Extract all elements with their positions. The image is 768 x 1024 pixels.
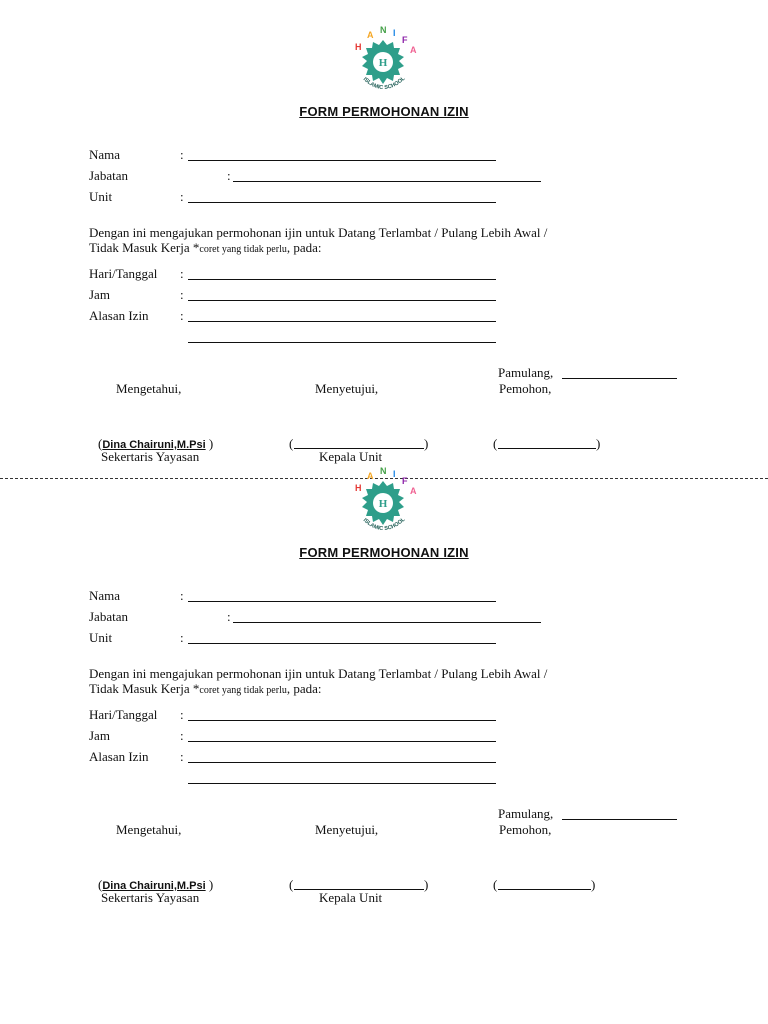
jam-field[interactable] [188,300,496,301]
pemohon-open-paren: ( [493,877,498,892]
hari-tanggal-field[interactable] [188,720,496,721]
logo-subtitle: ISLAMIC SCHOOL [361,75,407,92]
svg-text:A: A [367,471,374,481]
signatory-yayasan: (Dina Chairuni,M.Psi ) [98,436,214,451]
place-label: Pamulang, [498,365,554,380]
paragraph-line-1: Dengan ini mengajukan permohonan ijin untuk Datang Terlambat / Pulang Lebih Awal / [89,225,548,240]
jabatan-field[interactable] [233,181,541,182]
role-sekertaris-yayasan: Sekertaris Yayasan [101,890,200,905]
paragraph-line-1: Dengan ini mengajukan permohonan ijin untuk Datang Terlambat / Pulang Lebih Awal / [89,666,548,681]
unit-field[interactable] [188,202,496,203]
kepala-unit-close-paren: ) [424,877,429,892]
signatory-name: Dina Chairuni,M.Psi [102,880,206,892]
mengetahui-label: Mengetahui, [116,381,182,396]
form-title: FORM PERMOHONAN IZIN [299,545,469,560]
hari-tanggal-field[interactable] [188,279,496,280]
jam-colon: : [180,287,184,302]
date-field[interactable] [562,378,677,379]
unit-label: Unit [89,189,113,204]
pemohon-close-paren: ) [591,877,596,892]
jabatan-colon: : [227,168,231,183]
pemohon-label: Pemohon, [499,822,552,837]
alasan-izin-field-2[interactable] [188,783,496,784]
jam-label: Jam [89,728,110,743]
svg-text:H: H [355,483,362,493]
request-paragraph [89,666,547,698]
nama-label: Nama [89,588,121,603]
school-logo [344,24,422,102]
svg-text:H: H [355,42,362,52]
signatory-yayasan: (Dina Chairuni,M.Psi ) [98,877,214,892]
menyetujui-label: Menyetujui, [315,822,379,837]
hari-tanggal-label: Hari/Tanggal [89,266,158,281]
jam-label: Jam [89,287,110,302]
jabatan-colon: : [227,609,231,624]
place-label: Pamulang, [498,806,554,821]
date-field[interactable] [562,819,677,820]
svg-text:A: A [410,45,417,55]
role-kepala-unit: Kepala Unit [319,890,383,905]
unit-colon: : [180,189,184,204]
pemohon-label: Pemohon, [499,381,552,396]
jabatan-label: Jabatan [89,168,128,183]
unit-label: Unit [89,630,113,645]
alasan-izin-label: Alasan Izin [89,749,149,764]
paragraph-line-2: Tidak Masuk Kerja *coret yang tidak perlu, pada: [89,240,322,255]
menyetujui-label: Menyetujui, [315,381,379,396]
unit-colon: : [180,630,184,645]
strike-note: coret yang tidak perlu [199,685,287,696]
svg-text:F: F [402,476,408,486]
jabatan-label: Jabatan [89,609,128,624]
svg-text:F: F [402,35,408,45]
jam-field[interactable] [188,741,496,742]
svg-text:N: N [380,25,387,35]
svg-text:A: A [410,486,417,496]
nama-label: Nama [89,147,121,162]
school-logo [344,465,422,543]
request-paragraph [89,225,547,257]
pemohon-close-paren: ) [596,436,601,451]
permission-form-1 [0,0,768,470]
hari-tanggal-colon: : [180,266,184,281]
kepala-unit-close-paren: ) [424,436,429,451]
kepala-unit-open-paren: ( [289,877,294,892]
svg-text:I: I [393,28,396,38]
nama-field[interactable] [188,160,496,161]
logo-subtitle: ISLAMIC SCHOOL [361,516,407,533]
alasan-izin-field[interactable] [188,762,496,763]
jam-colon: : [180,728,184,743]
hari-tanggal-colon: : [180,707,184,722]
kepala-unit-open-paren: ( [289,436,294,451]
nama-field[interactable] [188,601,496,602]
paragraph-line-2: Tidak Masuk Kerja *coret yang tidak perlu, pada: [89,681,322,696]
permission-form-2 [0,441,768,911]
mengetahui-label: Mengetahui, [116,822,182,837]
alasan-izin-field-2[interactable] [188,342,496,343]
svg-text:I: I [393,469,396,479]
svg-text:A: A [367,30,374,40]
alasan-izin-field[interactable] [188,321,496,322]
alasan-izin-label: Alasan Izin [89,308,149,323]
pemohon-open-paren: ( [493,436,498,451]
pemohon-sign-field[interactable] [498,889,591,890]
logo-letter: H [378,498,388,510]
alasan-izin-colon: : [180,749,184,764]
jabatan-field[interactable] [233,622,541,623]
strike-note: coret yang tidak perlu [199,244,287,255]
svg-text:N: N [380,466,387,476]
role-sekertaris-yayasan: Sekertaris Yayasan [101,449,200,464]
nama-colon: : [180,147,184,162]
role-kepala-unit: Kepala Unit [319,449,383,464]
unit-field[interactable] [188,643,496,644]
nama-colon: : [180,588,184,603]
hari-tanggal-label: Hari/Tanggal [89,707,158,722]
alasan-izin-colon: : [180,308,184,323]
logo-letter: H [378,57,388,69]
form-title: FORM PERMOHONAN IZIN [299,104,469,119]
signatory-name: Dina Chairuni,M.Psi [102,439,206,451]
